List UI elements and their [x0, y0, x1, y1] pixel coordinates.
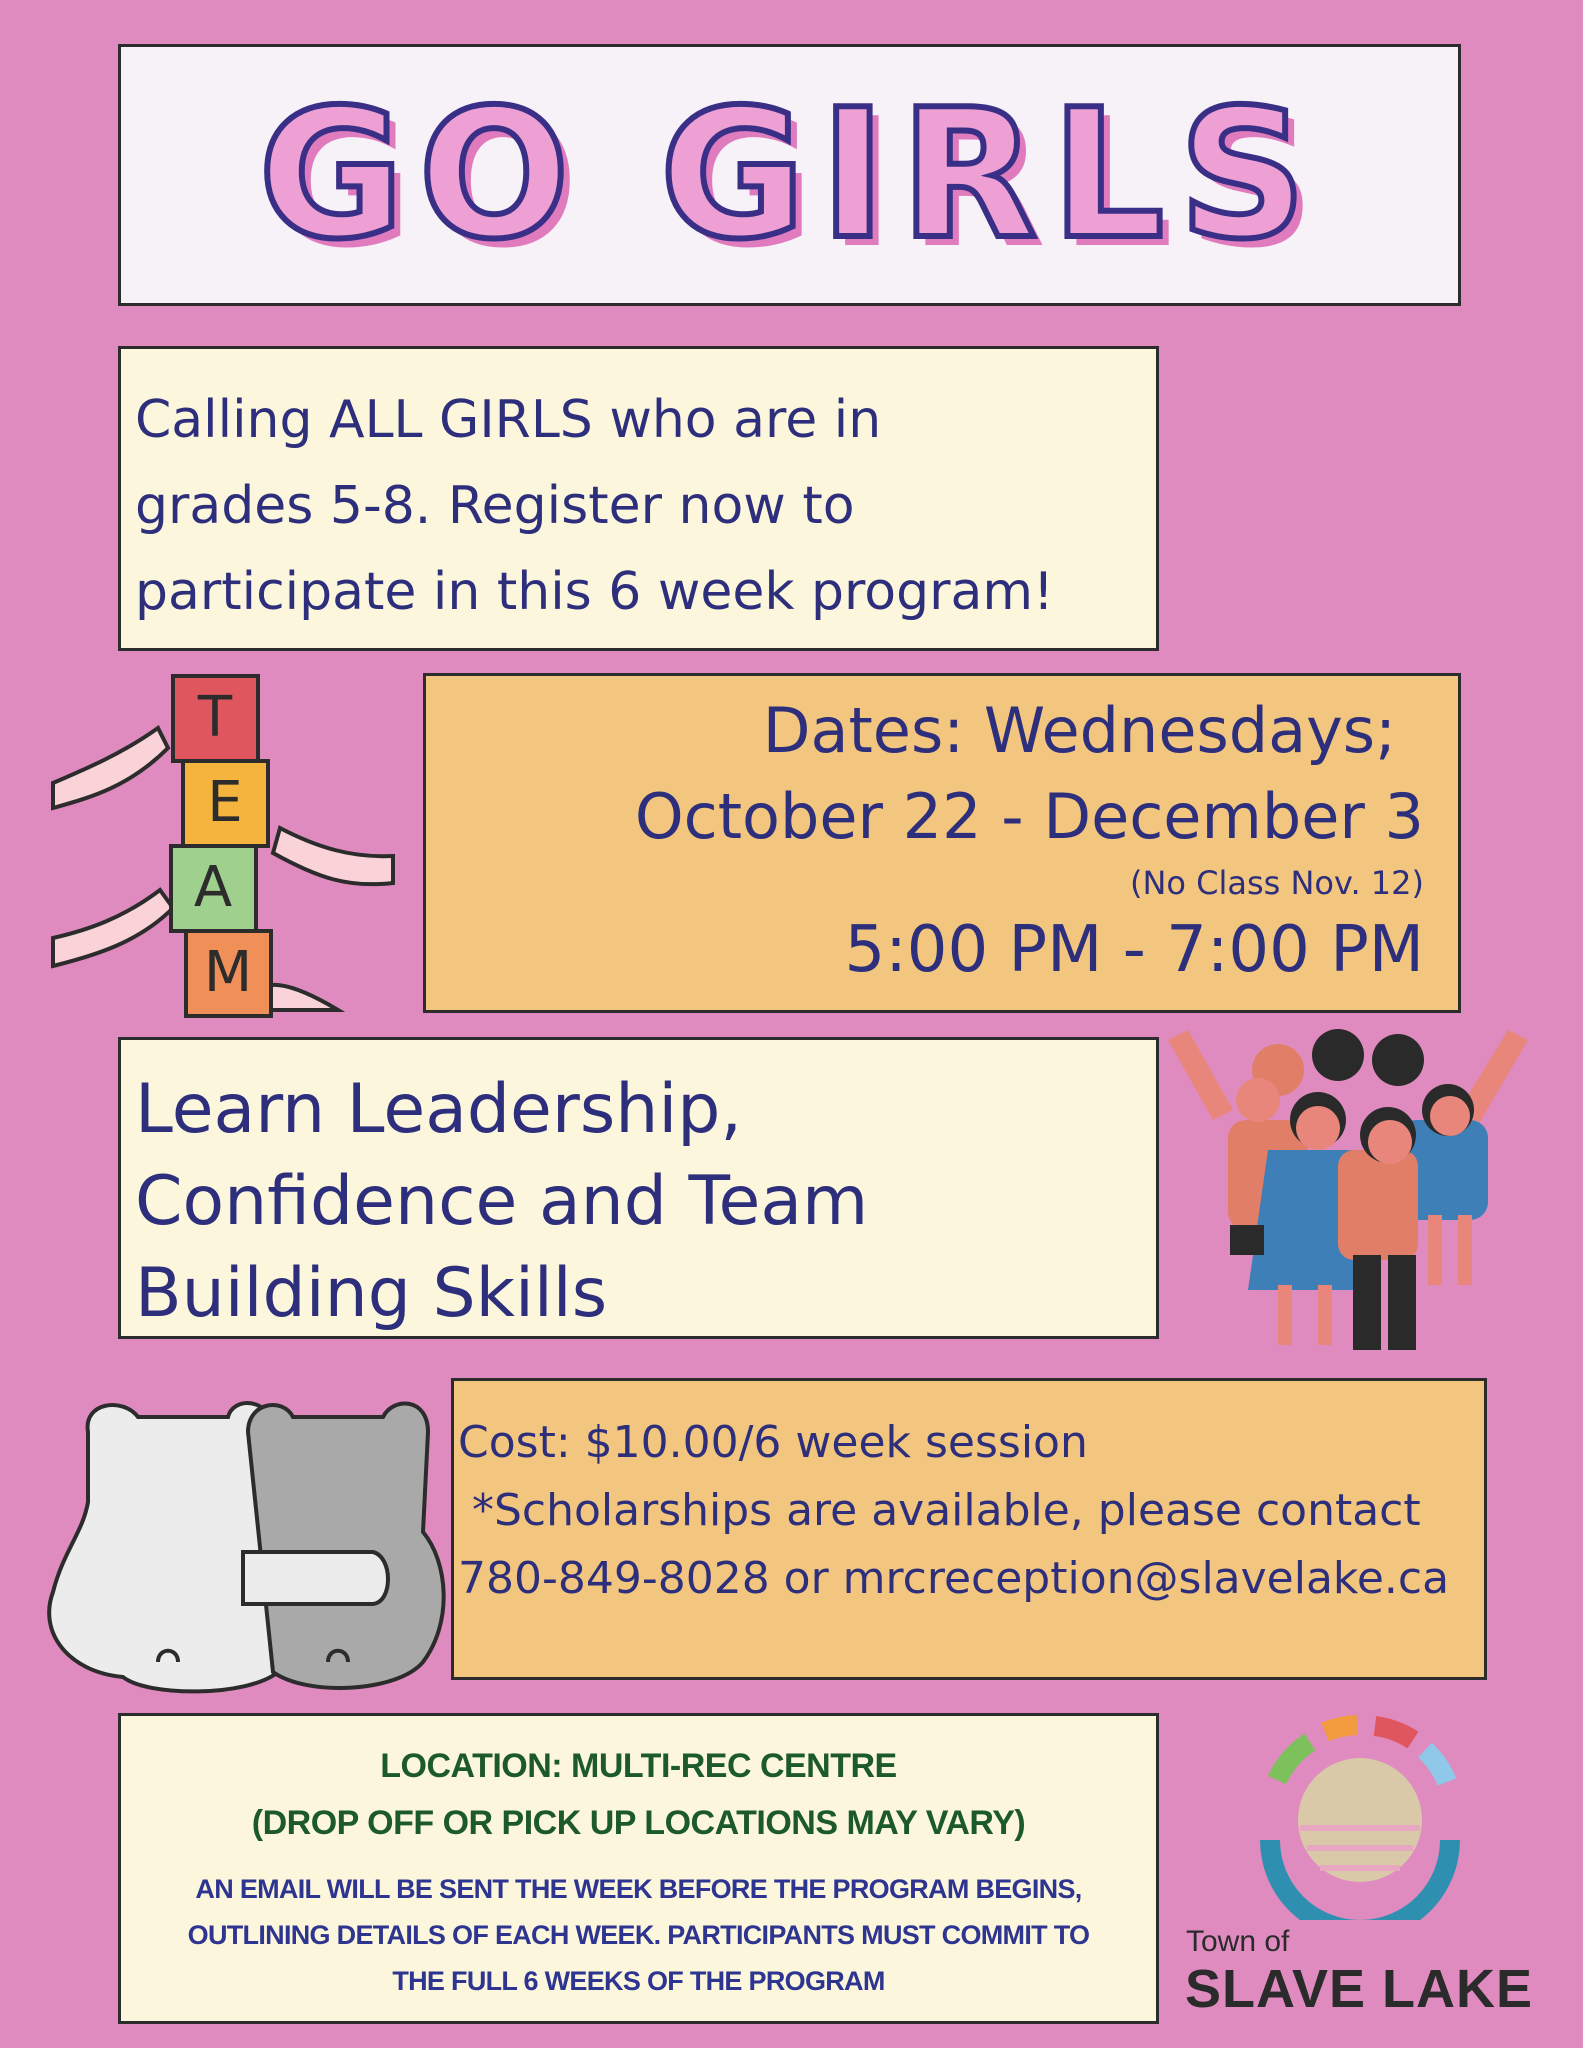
team-blocks-illustration [48, 668, 398, 1018]
leg-4 [1318, 1285, 1332, 1345]
leg-6 [1458, 1215, 1472, 1285]
logo-stripe-2 [1307, 1845, 1413, 1851]
block-letter-m: M [203, 940, 253, 1005]
dates-time: 5:00 PM - 7:00 PM [844, 913, 1424, 987]
contact-line: 780-849-8028 or mrcreception@slavelake.ca [458, 1553, 1450, 1604]
face-front-3 [1430, 1096, 1470, 1136]
learn-box [118, 1037, 1159, 1339]
scholarship-line: *Scholarships are available, please contact [458, 1485, 1421, 1536]
email-notice-line-1: AN EMAIL WILL BE SENT THE WEEK BEFORE THE PROGRAM BEGINS, [195, 1874, 1082, 1904]
bears-hugging-illustration [28, 1392, 448, 1702]
white-bear [49, 1403, 278, 1691]
bear-arm [243, 1552, 388, 1604]
block-letter-e: E [207, 770, 243, 835]
email-notice-line-2: OUTLINING DETAILS OF EACH WEEK. PARTICIPANTS MUST COMMIT TO [187, 1920, 1090, 1950]
logo-arc-lightblue [1425, 1750, 1447, 1782]
face-front-2 [1368, 1120, 1412, 1164]
body-girl-3 [1338, 1150, 1418, 1260]
cost-line: Cost: $10.00/6 week session [458, 1417, 1088, 1468]
hair-back-3 [1372, 1034, 1424, 1086]
logo-sun [1298, 1758, 1422, 1882]
page-title: GO GIRLS [258, 71, 1321, 278]
email-notice-line-3: THE FULL 6 WEEKS OF THE PROGRAM [392, 1966, 885, 1996]
logo-slave-lake: SLAVE LAKE [1185, 1959, 1534, 2019]
title-banner [118, 44, 1461, 306]
dates-box [423, 673, 1461, 1013]
logo-town-of: Town of [1186, 1925, 1290, 1958]
arm-upper-left [53, 728, 168, 808]
leg-2 [1388, 1255, 1416, 1350]
cost-box [451, 1378, 1487, 1680]
dates-note: (No Class Nov. 12) [1129, 864, 1424, 902]
intro-line-3: participate in this 6 week program! [135, 562, 1054, 622]
learn-line-3: Building Skills [135, 1254, 608, 1333]
face-left [1236, 1078, 1280, 1122]
learn-line-1: Learn Leadership, [135, 1070, 743, 1149]
dropoff-line: (DROP OFF OR PICK UP LOCATIONS MAY VARY) [251, 1804, 1026, 1842]
leg-1 [1353, 1255, 1381, 1350]
intro-line-1: Calling ALL GIRLS who are in [135, 390, 882, 450]
intro-text [135, 377, 1142, 635]
block-letter-a: A [193, 855, 233, 920]
learn-line-2: Confidence and Team [135, 1162, 869, 1241]
intro-box [118, 346, 1159, 651]
location-box [118, 1713, 1159, 2024]
logo-arc-orange [1325, 1725, 1357, 1732]
block-letter-t: T [197, 685, 233, 750]
learn-text [135, 1064, 1142, 1340]
arm-lower-left [53, 890, 173, 966]
arm-right [273, 828, 393, 884]
leg-3 [1278, 1285, 1292, 1345]
arm-raised-left [1168, 1030, 1233, 1120]
dates-range: October 22 - December 3 [634, 780, 1424, 853]
dates-label: Dates: Wednesdays; [762, 694, 1396, 767]
skirt-1 [1230, 1225, 1264, 1255]
logo-arc-green [1277, 1742, 1310, 1780]
face-front-1 [1296, 1106, 1340, 1150]
logo-stripe-3 [1320, 1865, 1400, 1871]
group-of-girls-illustration [1158, 1000, 1538, 1360]
logo-stripe-1 [1300, 1825, 1420, 1831]
logo-arc-red [1375, 1726, 1413, 1740]
intro-line-2: grades 5-8. Register now to [135, 476, 855, 536]
hair-back-2 [1312, 1029, 1364, 1081]
slave-lake-logo-icon [1245, 1710, 1475, 1920]
grey-bear [248, 1403, 444, 1688]
leg-5 [1428, 1215, 1442, 1285]
location-line: LOCATION: MULTI-REC CENTRE [380, 1747, 897, 1785]
